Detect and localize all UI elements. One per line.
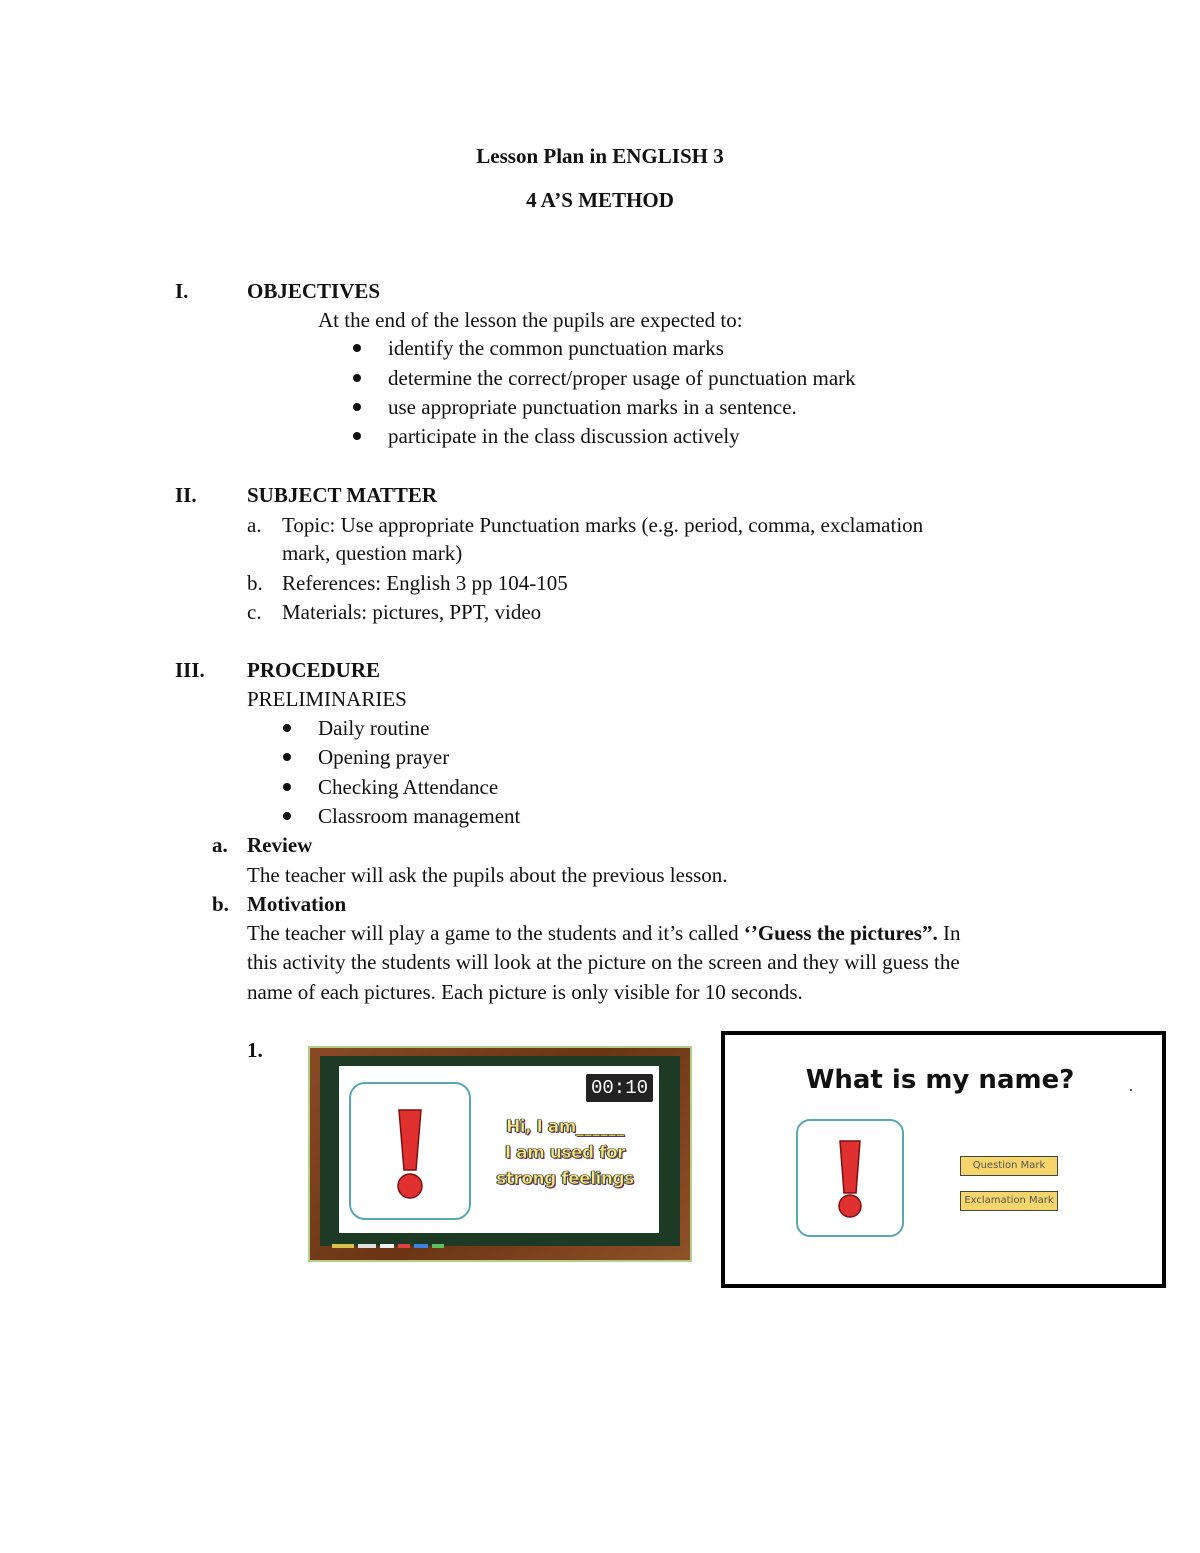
section-numeral: I. bbox=[175, 279, 189, 303]
bullet-icon bbox=[283, 753, 291, 761]
quiz-title: What is my name? bbox=[805, 1065, 1075, 1095]
objectives-intro: At the end of the lesson the pupils are expected to: bbox=[318, 308, 743, 332]
answer-option-tag: Question Mark bbox=[960, 1156, 1058, 1176]
riddle-line: I am used for bbox=[504, 1143, 626, 1163]
slide-screen bbox=[339, 1066, 659, 1233]
example-number: 1. bbox=[247, 1038, 263, 1062]
chalk-piece bbox=[398, 1244, 410, 1248]
motivation-text: name of each pictures. Each picture is only visible for 10 seconds. bbox=[247, 980, 803, 1004]
list-letter: b. bbox=[212, 892, 229, 916]
bullet-icon bbox=[353, 374, 361, 382]
section-heading-procedure: PROCEDURE bbox=[247, 658, 381, 682]
motivation-text-line bbox=[247, 919, 960, 948]
document-title: Lesson Plan in ENGLISH 3 bbox=[476, 144, 724, 168]
objective-item: determine the correct/proper usage of punctuation mark bbox=[388, 366, 856, 390]
riddle-line: Hi, I am______ bbox=[506, 1117, 624, 1137]
list-letter: a. bbox=[247, 513, 262, 537]
motivation-text: this activity the students will look at the picture on the screen and they will guess the bbox=[247, 950, 960, 974]
preliminaries-label: PRELIMINARIES bbox=[247, 687, 407, 711]
punctuation-card bbox=[796, 1119, 904, 1237]
bullet-icon bbox=[353, 432, 361, 440]
chalk-piece bbox=[358, 1244, 376, 1248]
bullet-icon bbox=[353, 403, 361, 411]
riddle-text bbox=[477, 1114, 653, 1192]
preliminary-item: Daily routine bbox=[318, 716, 430, 740]
quiz-slide-image bbox=[721, 1031, 1166, 1288]
exclamation-mark-icon bbox=[798, 1121, 902, 1235]
motivation-text: In bbox=[942, 921, 961, 945]
bullet-icon bbox=[283, 724, 291, 732]
objective-item: use appropriate punctuation marks in a sentence. bbox=[388, 395, 797, 419]
motivation-heading: Motivation bbox=[247, 892, 347, 916]
riddle-line: strong feelings bbox=[496, 1169, 634, 1189]
objective-item: identify the common punctuation marks bbox=[388, 336, 724, 360]
review-text: The teacher will ask the pupils about the previous lesson. bbox=[247, 863, 728, 887]
section-heading-subject-matter: SUBJECT MATTER bbox=[247, 483, 438, 507]
subject-references: References: English 3 pp 104-105 bbox=[282, 571, 568, 595]
subject-topic-continued: mark, question mark) bbox=[282, 541, 463, 565]
chalk-piece bbox=[414, 1244, 428, 1248]
subject-materials: Materials: pictures, PPT, video bbox=[282, 600, 542, 624]
motivation-text: The teacher will play a game to the students and it’s called bbox=[247, 921, 739, 945]
section-heading-objectives: OBJECTIVES bbox=[247, 279, 381, 303]
countdown-timer: 00:10 bbox=[586, 1074, 653, 1102]
chalk-piece bbox=[332, 1244, 354, 1248]
objective-item: participate in the class discussion actively bbox=[388, 424, 740, 448]
exclamation-mark-icon bbox=[351, 1084, 469, 1218]
punctuation-card bbox=[349, 1082, 471, 1220]
preliminary-item: Opening prayer bbox=[318, 745, 450, 769]
bullet-icon bbox=[353, 344, 361, 352]
preliminary-item: Classroom management bbox=[318, 804, 521, 828]
chalk-piece bbox=[432, 1244, 444, 1248]
bullet-icon bbox=[283, 783, 291, 791]
section-numeral: II. bbox=[175, 483, 197, 507]
chalkboard-surface bbox=[320, 1056, 680, 1246]
list-letter: c. bbox=[247, 600, 262, 624]
list-letter: a. bbox=[212, 833, 228, 857]
chalkboard-image bbox=[308, 1046, 692, 1262]
chalk-piece bbox=[380, 1244, 394, 1248]
preliminary-item: Checking Attendance bbox=[318, 775, 499, 799]
list-letter: b. bbox=[247, 571, 263, 595]
section-numeral: III. bbox=[175, 658, 205, 682]
dot-mark bbox=[1130, 1089, 1132, 1091]
bullet-icon bbox=[283, 812, 291, 820]
game-name: ‘’Guess the pictures”. bbox=[743, 921, 938, 945]
document-subtitle: 4 A’S METHOD bbox=[526, 188, 674, 212]
answer-option-tag: Exclamation Mark bbox=[960, 1191, 1058, 1211]
review-heading: Review bbox=[247, 833, 313, 857]
subject-topic: Topic: Use appropriate Punctuation marks (e.g. period, comma, exclamation bbox=[282, 513, 924, 537]
